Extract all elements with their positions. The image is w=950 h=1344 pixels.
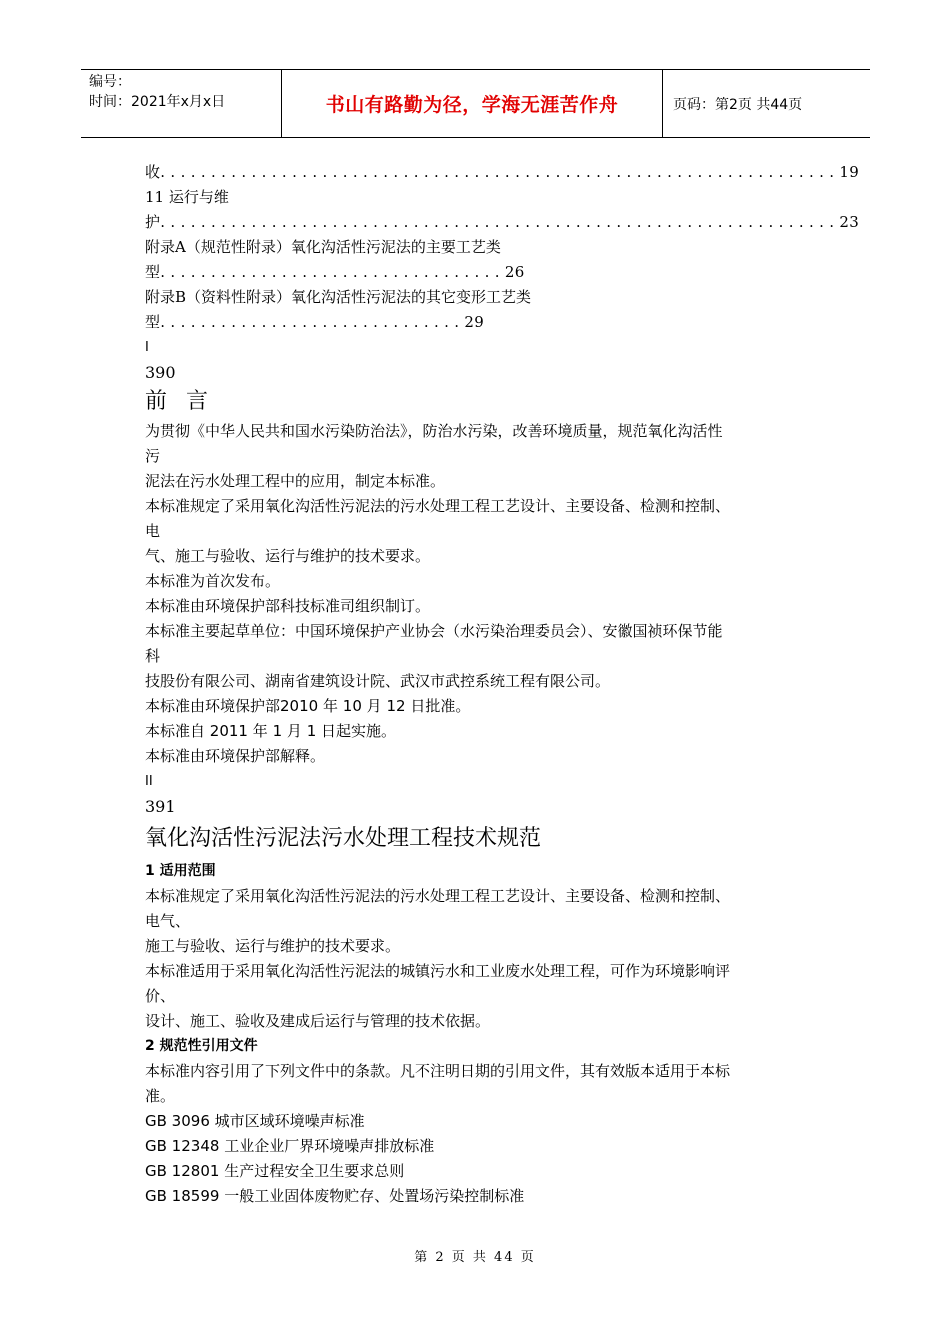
section-line: 价、: [145, 987, 176, 1005]
page-header: [81, 69, 870, 138]
reference-item: [145, 1159, 815, 1184]
page-number: 390: [145, 363, 176, 382]
section-line: 准。: [145, 1087, 176, 1105]
section-heading: [145, 859, 815, 884]
section-line: 电气、: [145, 912, 191, 930]
section-number: 1: [145, 863, 155, 879]
preface-line: 本标准为首次发布。: [145, 572, 281, 590]
toc-line: 附录A（规范性附录）氧化沟活性污泥法的主要工艺类: [145, 238, 501, 256]
preface-line: 为贯彻《中华人民共和国水污染防治法》，防治水污染，改善环境质量，规范氧化沟活性: [145, 422, 723, 440]
number-label: 编号：: [89, 74, 131, 90]
preface-line: 污: [145, 447, 161, 465]
section-references: [145, 1034, 815, 1209]
explanation-line: 本标准由环境保护部解释。: [145, 747, 326, 765]
toc-line: 护. . . . . . . . . . . . . . . . . . . . . . . . . . . . . . . . . . . . . . . . . . . . . . . . . . . . . . . . . . . . . . . . . . . 23: [145, 213, 860, 231]
section-line: 本标准规定了采用氧化沟活性污泥法的污水处理工程工艺设计、主要设备、检测和控制、: [145, 887, 731, 905]
reference-name: 一般工业固体废物贮存、处置场污染控制标准: [224, 1187, 525, 1205]
toc-line: 附录B（资料性附录）氧化沟活性污泥法的其它变形工艺类: [145, 288, 532, 306]
approval-line: [145, 694, 815, 719]
implementation-month-unit: 月: [286, 722, 302, 740]
toc-line: 型. . . . . . . . . . . . . . . . . . . . . . . . . . . . . . . . . . 26: [145, 263, 525, 281]
approval-day: 12: [386, 697, 406, 715]
preface-line: 本标准由环境保护部科技标准司组织制订。: [145, 597, 431, 615]
reference-item: [145, 1109, 815, 1134]
implementation-year-unit: 年: [252, 722, 268, 740]
section-scope: [145, 859, 815, 1034]
preface-line: 本标准规定了采用氧化沟活性污泥法的污水处理工程工艺设计、主要设备、检测和控制、: [145, 497, 731, 515]
approval-month: 10: [342, 697, 362, 715]
reference-code: GB 12801: [145, 1162, 220, 1180]
section-title: 规范性引用文件: [159, 1038, 258, 1054]
approval-year-unit: 年: [322, 697, 338, 715]
section-heading: [145, 1034, 815, 1059]
implementation-day: 1: [306, 722, 317, 740]
preface-line: 气、施工与验收、运行与维护的技术要求。: [145, 547, 431, 565]
roman-page-marker: I: [145, 340, 149, 355]
toc-line: 收. . . . . . . . . . . . . . . . . . . . . . . . . . . . . . . . . . . . . . . . . . . . . . . . . . . . . . . . . . . . . . . . . . . 19: [145, 163, 860, 181]
document-title: 氧化沟活性污泥法污水处理工程技术规范: [145, 826, 542, 851]
toc-line: 型. . . . . . . . . . . . . . . . . . . . . . . . . . . . . . 29: [145, 313, 485, 331]
section-line: 本标准内容引用了下列文件中的条款。凡不注明日期的引用文件，其有效版本适用于本标: [145, 1062, 731, 1080]
preface-line: 本标准主要起草单位：中国环境保护产业协会（水污染治理委员会）、安徽国祯环保节能: [145, 622, 723, 640]
section-number: 2: [145, 1038, 155, 1054]
preface-line: 电: [145, 522, 161, 540]
header-motto-cell: [282, 70, 663, 137]
implementation-text-end: 日起实施。: [321, 722, 397, 740]
implementation-year: 2011: [209, 722, 248, 740]
page-footer: 第 2 页 共 44 页: [414, 1250, 536, 1265]
section-title: 适用范围: [159, 863, 216, 879]
preface-line: 泥法在污水处理工程中的应用，制定本标准。: [145, 472, 446, 490]
document-body: [145, 160, 860, 1209]
reference-item: [145, 1184, 815, 1209]
section-line: 设计、施工、验收及建成后运行与管理的技术依据。: [145, 1012, 491, 1030]
toc-section: [145, 160, 860, 335]
section-line: 本标准适用于采用氧化沟活性污泥法的城镇污水和工业废水处理工程，可作为环境影响评: [145, 962, 731, 980]
toc-line: 11 运行与维: [145, 188, 229, 206]
approval-text-end: 日批准。: [410, 697, 471, 715]
roman-page-marker: II: [145, 774, 153, 789]
reference-name: 生产过程安全卫生要求总则: [224, 1162, 405, 1180]
implementation-text: 本标准自: [145, 722, 206, 740]
reference-code: GB 18599: [145, 1187, 220, 1205]
reference-code: GB 12348: [145, 1137, 220, 1155]
reference-name: 工业企业厂界环境噪声排放标准: [224, 1137, 435, 1155]
header-motto: 书山有路勤为径，学海无涯苦作舟: [325, 94, 619, 116]
approval-year: 2010: [280, 697, 319, 715]
preface-line: 科: [145, 647, 161, 665]
header-meta: [81, 70, 282, 137]
approval-month-unit: 月: [366, 697, 382, 715]
implementation-month: 1: [272, 722, 283, 740]
preface-line: 技股份有限公司、湖南省建筑设计院、武汉市武控系统工程有限公司。: [145, 672, 611, 690]
section-line: 施工与验收、运行与维护的技术要求。: [145, 937, 401, 955]
reference-item: [145, 1134, 815, 1159]
page-info-text: 页码：第2页 共44页: [673, 96, 803, 113]
header-page-info: [663, 70, 870, 137]
reference-name: 城市区域环境噪声标准: [214, 1112, 365, 1130]
time-label: 时间：2021年x月x日: [89, 94, 226, 110]
preface-body: [145, 419, 815, 769]
page-number: 391: [145, 797, 176, 816]
approval-text: 本标准由环境保护部: [145, 697, 281, 715]
implementation-line: [145, 719, 815, 744]
reference-code: GB 3096: [145, 1112, 210, 1130]
preface-title: 前 言: [145, 389, 214, 414]
